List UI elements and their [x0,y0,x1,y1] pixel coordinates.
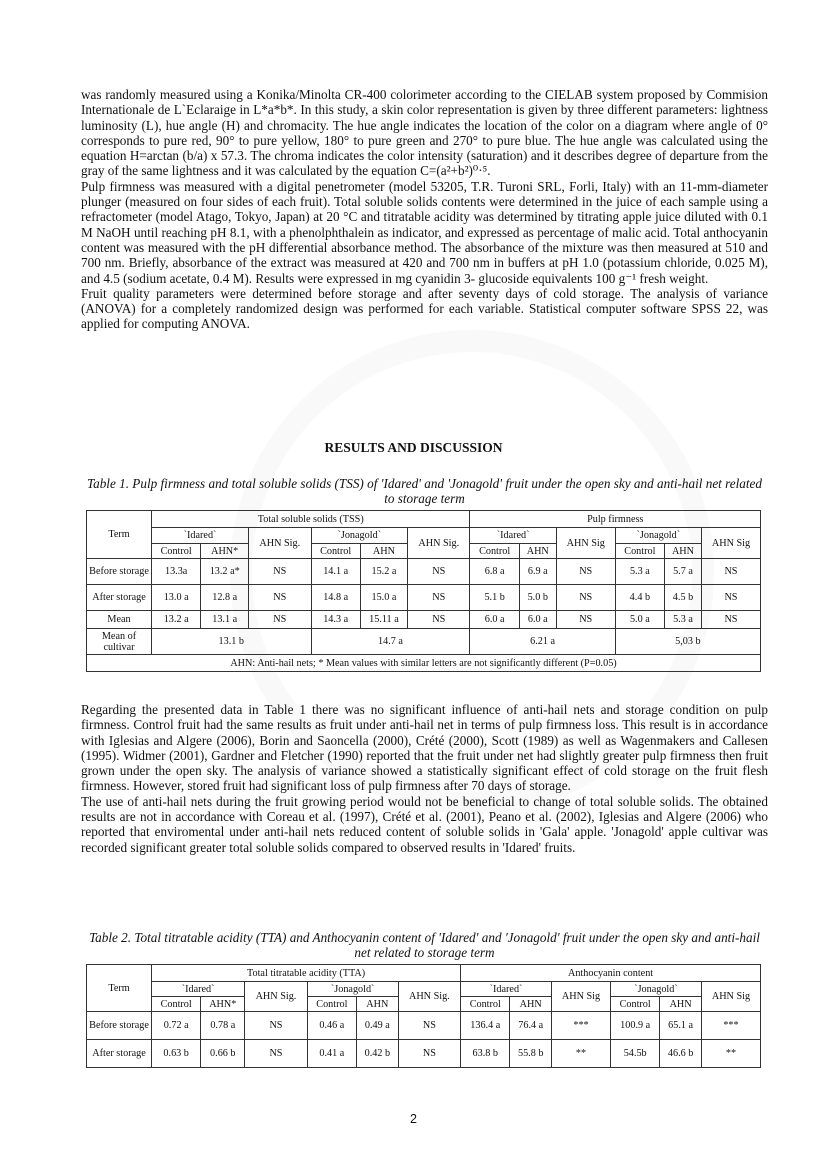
table1 [86,510,761,672]
table1-caption: Table 1. Pulp firmness and total soluble solids (TSS) of 'Idared' and 'Jonagold' fruit under the open sky and anti-hail net related to storage term [86,476,762,506]
table-cell-term: Mean of cultivar [87,629,152,655]
table2-col-ahn: AHN [510,997,552,1012]
table1-group-firmness: Pulp firmness [470,511,761,528]
table-cell: 13.2 a* [201,559,249,585]
table1-col-ahn: AHN [360,544,407,559]
table1-footnote: AHN: Anti-hail nets; * Mean values with similar letters are not significantly different (P=0.05) [87,655,761,672]
table2-sig-header: AHN Sig. [398,982,460,1012]
table-row [87,629,761,655]
table-cell: *** [701,1012,760,1040]
table1-term-header: Term [87,511,152,559]
table-cell: 5.7 a [665,559,702,585]
section-heading: RESULTS AND DISCUSSION [324,440,503,455]
table1-group-tss: Total soluble solids (TSS) [152,511,470,528]
table-cell: 0.66 b [201,1040,245,1068]
table-cell: 136.4 a [461,1012,510,1040]
methods-text [81,87,768,332]
table-cell-term: Before storage [87,559,152,585]
table-cell-term: After storage [87,1040,152,1068]
table1-col-control: Control [152,544,201,559]
table-cell: 13.3a [152,559,201,585]
table-cell: 6.9 a [519,559,556,585]
table-cell: 15.2 a [360,559,407,585]
paragraph-firmness-discussion: Regarding the presented data in Table 1 there was no significant influence of anti-hail nets and storage condition on pulp firmness. Control fruit had the same results as fruit under anti-hail net in terms of pulp firmness loss. This result is in accordance with Iglesias and Algere (2006), Borin and Saoncella (2000), Crété (2000), Scott (1989) as well as Wagenmakers and Callesen (1995). Widmer (2001), Gardner and Fletcher (1990) reported that the fruit under net had slightly greater pulp firmness then fruit grown under the open sky. The analysis of variance showed a statistically significant effect of cold storage on the fruit flesh firmness. However, stored fruit had significant loss of pulp firmness after 70 days of storage. [81,702,768,794]
table1-col-control: Control [615,544,664,559]
table2-sig-header: AHN Sig [701,982,760,1012]
table-cell: 14.7 a [311,629,470,655]
table-cell: NS [245,1040,307,1068]
table1-col-ahn: AHN [519,544,556,559]
table-cell: 5.1 b [470,585,519,611]
table1-jonagold-firmness: `Jonagold` [615,528,701,544]
table-cell: 15.0 a [360,585,407,611]
table2-jonagold-anthocyanin: `Jonagold` [611,982,702,997]
page-number: 2 [410,1112,417,1126]
paragraph-quality: Fruit quality parameters were determined before storage and after seventy days of cold storage. The analysis of variance (ANOVA) for a completely randomized design was performed for each variable. Statistical computer software SPSS 22, was applied for computing ANOVA. [81,285,768,332]
table2-group-tta: Total titratable acidity (TTA) [152,965,461,982]
table2-group-anthocyanin: Anthocyanin content [461,965,761,982]
table1-col-ahn: AHN [665,544,702,559]
table-cell: NS [556,559,615,585]
table2-term-header: Term [87,965,152,1012]
table-cell: 13.0 a [152,585,201,611]
table-cell: NS [398,1040,460,1068]
table-cell: 14.3 a [311,611,360,629]
table-cell: 0.46 a [307,1012,356,1040]
table-cell: 13.2 a [152,611,201,629]
table-cell: 0.78 a [201,1012,245,1040]
table-cell: NS [701,611,760,629]
table-cell: NS [556,585,615,611]
table-cell: NS [408,585,470,611]
table-cell: 0.42 b [357,1040,399,1068]
table-cell: NS [398,1012,460,1040]
table-cell: NS [701,585,760,611]
table1-idared-tss: `Idared` [152,528,249,544]
table-cell: 13.1 b [152,629,312,655]
table-cell: 4.5 b [665,585,702,611]
table-cell: 0.63 b [152,1040,201,1068]
table-row [87,585,761,611]
paragraph-firmness: Pulp firmness was measured with a digital penetrometer (model 53205, T.R. Turoni SRL, Forli, Italy) with an 11-mm-diameter plunger (measured on four sides of each fruit). Total soluble solids contents were determined in the juice of each sample using a refractometer (model Atago, Tokyo, Japan) at 20 °C and titratable acidity was determined by titrating apple juice diluted with 0.1 M NaOH until reaching pH 8.1, with a phenolphthalein as indicator, and expressed as percentage of malic acid. Total anthocyanin content was measured with the pH differential absorbance method. The absorbance of the mixture was then measured at 510 and 700 nm. Briefly, absorbance of the extract was measured at 420 and 700 nm in buffers at pH 1.0 (potassium chloride, 0.025 M), and 4.5 (sodium acetate, 0.4 M). Results were expressed in mg cyanidin 3- glucoside equivalents 100 g⁻¹ fresh weight. [81,178,768,286]
table-cell: 54.5b [611,1040,660,1068]
table-cell: 5,03 b [615,629,760,655]
table-cell: 4.4 b [615,585,664,611]
table2-col-ahn: AHN [357,997,399,1012]
table2-col-ahn: AHN* [201,997,245,1012]
table-cell: 0.49 a [357,1012,399,1040]
table2-jonagold-tta: `Jonagold` [307,982,398,997]
table-row [87,1012,761,1040]
table2-idared-tta: `Idared` [152,982,245,997]
table-cell: 5.0 b [519,585,556,611]
table-cell: NS [249,585,311,611]
table-cell: 55.8 b [510,1040,552,1068]
table-cell: 14.1 a [311,559,360,585]
table1-col-ahn: AHN* [201,544,249,559]
table2-idared-anthocyanin: `Idared` [461,982,552,997]
table-cell: ** [701,1040,760,1068]
paragraph-tss-discussion: The use of anti-hail nets during the fruit growing period would not be beneficial to change of total soluble solids. The obtained results are not in accordance with Coreau et al. (1997), Crété et al. (2001), Peano et al. (2002), Iglesias and Algere (2006) who reported that enviromental under anti-hail nets reduced content of soluble solids in 'Gala' apple. 'Jonagold' apple cultivar was recorded significant greater total soluble solids compared to observed results in 'Idared' fruits. [81,793,768,855]
table-cell: NS [249,611,311,629]
table1-sig-header: AHN Sig. [249,528,311,559]
table-row [87,611,761,629]
table2-caption: Table 2. Total titratable acidity (TTA) and Anthocyanin content of 'Idared' and 'Jonagold' fruit under the open sky and anti-hail net related to storage term [89,930,760,960]
table-row [87,1040,761,1068]
table-cell: 46.6 b [660,1040,702,1068]
table-cell: 12.8 a [201,585,249,611]
table-cell: 14.8 a [311,585,360,611]
table-cell-term: After storage [87,585,152,611]
discussion-text [81,702,768,855]
table-cell-term: Mean [87,611,152,629]
paragraph-colorimeter: was randomly measured using a Konika/Minolta CR-400 colorimeter according to the CIELAB system proposed by Commision Internationale de L`Eclaraige in L*a*b*. In this study, a skin color representation is given by three different parameters: lightness luminosity (L), hue angle (H) and chromacity. The hue angle indicates the location of the color on a diagram where angle of 0° corresponds to pure red, 90° to pure yellow, 180° to pure green and 270° to pure blue. The hue angle was calculated using the equation H=arctan (b/a) x 57.3. The chroma indicates the color intensity (saturation) and it describes degree of departure from the gray of the same lightness and it was calculated by the equation C=(a²+b²)⁰·⁵. [81,87,768,179]
table-cell: NS [556,611,615,629]
table-cell: 5.3 a [615,559,664,585]
table-cell-term: Before storage [87,1012,152,1040]
table-cell: 6.21 a [470,629,615,655]
table2-col-control: Control [307,997,356,1012]
table-cell: 15.11 a [360,611,407,629]
table-cell: ** [552,1040,611,1068]
table-cell: 0.41 a [307,1040,356,1068]
table1-sig-header: AHN Sig [556,528,615,559]
table2-col-ahn: AHN [660,997,702,1012]
table-cell: 6.8 a [470,559,519,585]
table1-sig-header: AHN Sig. [408,528,470,559]
table2-sig-header: AHN Sig [552,982,611,1012]
table-cell: 100.9 a [611,1012,660,1040]
table-cell: NS [249,559,311,585]
table-cell: 5.0 a [615,611,664,629]
table-cell: 63.8 b [461,1040,510,1068]
table1-sig-header: AHN Sig [701,528,760,559]
table-cell: *** [552,1012,611,1040]
table1-col-control: Control [311,544,360,559]
table-cell: NS [701,559,760,585]
table1-jonagold-tss: `Jonagold` [311,528,408,544]
table1-idared-firmness: `Idared` [470,528,556,544]
table-cell: 6.0 a [519,611,556,629]
table-row [87,559,761,585]
table-cell: 5.3 a [665,611,702,629]
table-cell: 6.0 a [470,611,519,629]
table2 [86,964,761,1068]
table-cell: 0.72 a [152,1012,201,1040]
table-cell: 13.1 a [201,611,249,629]
table2-sig-header: AHN Sig. [245,982,307,1012]
table-cell: NS [245,1012,307,1040]
table2-col-control: Control [611,997,660,1012]
table-cell: 76.4 a [510,1012,552,1040]
table-cell: NS [408,611,470,629]
table2-col-control: Control [152,997,201,1012]
table1-col-control: Control [470,544,519,559]
table2-col-control: Control [461,997,510,1012]
table-cell: NS [408,559,470,585]
table-cell: 65.1 a [660,1012,702,1040]
